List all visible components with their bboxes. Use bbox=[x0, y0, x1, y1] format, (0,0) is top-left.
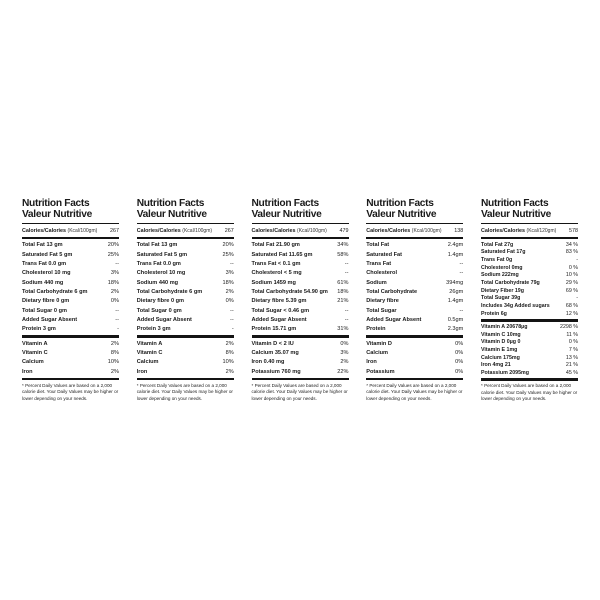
vitamin-row bbox=[22, 339, 119, 348]
nutrient-value: 0% bbox=[225, 298, 234, 305]
nutrient-value: 20% bbox=[107, 242, 119, 249]
nutrients-section bbox=[252, 239, 349, 335]
vitamin-name: Vitamin A bbox=[136, 340, 163, 347]
nutrient-name: Trans Fat 0.0 gm bbox=[22, 261, 67, 268]
nutrient-value: - bbox=[576, 257, 578, 264]
vitamins-section bbox=[252, 338, 349, 378]
nutrient-row bbox=[366, 259, 463, 268]
nutrient-row bbox=[481, 287, 578, 295]
nutrient-name: Total Sugar < 0.46 gm bbox=[251, 307, 310, 314]
calories-row bbox=[252, 224, 349, 237]
title-line-english: Nutrition Facts bbox=[251, 198, 319, 209]
nutrient-row bbox=[22, 259, 119, 268]
nutrient-name: Dietary fibre 0 gm bbox=[22, 298, 70, 305]
calories-value: 138 bbox=[454, 227, 464, 234]
vitamin-row bbox=[252, 348, 349, 357]
nutrient-value: -- bbox=[230, 307, 234, 314]
vitamin-value: 0 % bbox=[568, 339, 578, 346]
nutrient-row bbox=[22, 241, 119, 250]
nutrient-value: - bbox=[576, 295, 578, 302]
nutrients-section bbox=[366, 239, 463, 335]
vitamin-name: Vitamin C bbox=[22, 350, 48, 357]
nutrient-row bbox=[137, 287, 234, 296]
nutrient-name: Total Carbohydrate 54.90 gm bbox=[251, 288, 328, 295]
nutrient-row bbox=[366, 250, 463, 259]
vitamin-value: 2% bbox=[225, 340, 234, 347]
nutrient-value: 31% bbox=[337, 326, 349, 333]
nutrition-facts-label bbox=[245, 192, 356, 411]
nutrition-facts-label bbox=[15, 192, 126, 411]
calories-label-text: Calories/Calories bbox=[366, 227, 411, 234]
calories-value: 578 bbox=[569, 227, 578, 234]
nutrient-value: -- bbox=[115, 307, 119, 314]
vitamin-name: Iron 4mg 21 bbox=[481, 362, 511, 369]
vitamin-value: 10% bbox=[222, 359, 234, 366]
title-line-english: Nutrition Facts bbox=[481, 198, 549, 209]
nutrient-row bbox=[22, 250, 119, 259]
calories-unit: (Kcal/100gm) bbox=[182, 227, 213, 234]
label-title bbox=[252, 198, 349, 220]
nutrient-name: Added Sugar Absent bbox=[22, 316, 78, 323]
vitamin-row bbox=[366, 348, 463, 357]
nutrient-name: Trans Fat 0g bbox=[481, 257, 513, 264]
nutrient-value: 61% bbox=[337, 279, 349, 286]
nutrient-name: Cholesterol 10 mg bbox=[136, 270, 186, 277]
nutrient-row bbox=[366, 269, 463, 278]
nutrient-row bbox=[481, 302, 578, 310]
nutrient-name: Added Sugar Absent bbox=[251, 316, 307, 323]
vitamin-name: Vitamin A 20678µg bbox=[481, 323, 528, 330]
nutrient-row bbox=[481, 279, 578, 287]
vitamin-value: 7 % bbox=[568, 347, 578, 353]
vitamin-value: 45 % bbox=[565, 370, 578, 377]
vitamin-row bbox=[481, 331, 578, 339]
vitamin-name: Iron bbox=[366, 359, 377, 366]
vitamins-section bbox=[481, 322, 578, 379]
nutrient-value: 34% bbox=[337, 242, 349, 249]
nutrient-row bbox=[137, 241, 234, 250]
vitamin-value: 0% bbox=[455, 359, 464, 366]
nutrient-row bbox=[252, 269, 349, 278]
nutrient-value: -- bbox=[115, 261, 119, 268]
nutrient-value: 69 % bbox=[565, 287, 578, 294]
nutrient-name: Saturated Fat 11.65 gm bbox=[251, 251, 313, 258]
nutrient-name: Saturated Fat 5 gm bbox=[136, 251, 188, 258]
vitamin-row bbox=[481, 362, 578, 370]
nutrient-value: 21% bbox=[337, 298, 349, 305]
vitamin-name: Iron bbox=[136, 368, 148, 375]
labels-row bbox=[15, 192, 585, 411]
nutrient-value: 20% bbox=[222, 242, 234, 249]
vitamin-name: Iron 0.40 mg bbox=[251, 359, 285, 366]
nutrient-value: - bbox=[117, 326, 119, 333]
nutrient-name: Total Fat 13 gm bbox=[22, 242, 63, 249]
nutrient-name: Dietary Fiber 19g bbox=[481, 287, 524, 294]
vitamin-value: 2% bbox=[225, 368, 234, 375]
nutrient-row bbox=[366, 315, 463, 324]
nutrient-name: Includes 34g Added sugars bbox=[481, 303, 550, 310]
nutrient-value: -- bbox=[344, 261, 349, 268]
nutrient-row bbox=[137, 278, 234, 287]
vitamin-row bbox=[366, 367, 463, 376]
nutrient-name: Total Sugar bbox=[366, 307, 397, 314]
nutrient-name: Sodium 440 mg bbox=[136, 279, 179, 286]
nutrient-row bbox=[252, 259, 349, 268]
vitamin-row bbox=[481, 323, 578, 331]
nutrient-value: -- bbox=[344, 307, 349, 314]
calories-row bbox=[481, 224, 578, 237]
nutrient-row bbox=[366, 306, 463, 315]
nutrient-value: 10 % bbox=[565, 272, 578, 279]
nutrient-name: Total Fat 21.90 gm bbox=[251, 242, 300, 249]
nutrient-row bbox=[252, 278, 349, 287]
nutrient-row bbox=[252, 325, 349, 334]
vitamin-row bbox=[137, 348, 234, 357]
title-line-english: Nutrition Facts bbox=[22, 198, 90, 209]
nutrient-value: 18% bbox=[107, 279, 119, 286]
calories-label bbox=[22, 228, 97, 234]
nutrient-name: Added Sugar Absent bbox=[366, 316, 422, 323]
label-title bbox=[22, 198, 119, 220]
vitamin-value: 0% bbox=[455, 368, 464, 375]
nutrient-row bbox=[481, 256, 578, 264]
nutrient-value: 12 % bbox=[565, 310, 578, 317]
nutrient-row bbox=[137, 269, 234, 278]
nutrient-name: Sodium bbox=[366, 279, 387, 286]
nutrient-row bbox=[22, 325, 119, 334]
vitamin-name: Calcium bbox=[22, 359, 44, 366]
nutrient-value: 25% bbox=[107, 251, 119, 258]
nutrient-name: Dietary fibre 0 gm bbox=[136, 298, 185, 305]
nutrient-value: 2% bbox=[225, 288, 234, 295]
nutrient-name: Sodium 440 mg bbox=[22, 279, 64, 286]
vitamin-value: 22% bbox=[337, 368, 349, 375]
vitamin-row bbox=[481, 338, 578, 346]
daily-value-footnote: * Percent Daily Values are based on a 2,000 calorie diet. Your Daily Values may be higher or lower depending on your needs. bbox=[22, 382, 119, 401]
vitamin-row bbox=[137, 358, 234, 367]
nutrient-name: Cholesterol bbox=[366, 270, 398, 277]
nutrient-row bbox=[22, 278, 119, 287]
nutrient-name: Trans Fat < 0.1 gm bbox=[251, 261, 301, 268]
nutrient-name: Total Fat bbox=[366, 242, 390, 249]
nutrient-value: -- bbox=[459, 307, 464, 314]
nutrient-row bbox=[366, 278, 463, 287]
vitamin-name: Vitamin D < 2 IU bbox=[251, 340, 294, 347]
vitamin-row bbox=[137, 339, 234, 348]
nutrient-value: 26gm bbox=[449, 288, 464, 295]
nutrient-value: 2.3gm bbox=[447, 326, 464, 333]
nutrient-value: -- bbox=[115, 316, 119, 323]
nutrient-name: Dietary fibre 5.39 gm bbox=[251, 298, 307, 305]
calories-unit: (Kcal/100gm) bbox=[67, 227, 98, 234]
nutrient-row bbox=[252, 315, 349, 324]
calories-unit: (Kcal/120gm) bbox=[526, 227, 557, 234]
calories-label-text: Calories/Calories bbox=[136, 227, 181, 234]
vitamin-name: Calcium bbox=[136, 359, 159, 366]
nutrient-value: 18% bbox=[222, 279, 234, 286]
calories-label bbox=[366, 228, 441, 234]
nutrient-value: -- bbox=[230, 261, 234, 268]
nutrient-row bbox=[137, 306, 234, 315]
nutrient-row bbox=[137, 297, 234, 306]
nutrient-name: Trans Fat bbox=[366, 261, 392, 268]
calories-row bbox=[366, 224, 463, 237]
nutrient-row bbox=[366, 241, 463, 250]
vitamin-row bbox=[22, 348, 119, 357]
vitamin-value: 2298 % bbox=[560, 323, 578, 330]
vitamin-row bbox=[366, 339, 463, 348]
nutrient-value: 1.4gm bbox=[447, 298, 464, 305]
nutrient-value: 25% bbox=[222, 251, 234, 258]
nutrient-row bbox=[366, 325, 463, 334]
nutrient-name: Cholesterol 10 mg bbox=[22, 270, 71, 277]
nutrient-value: 1.4gm bbox=[447, 251, 464, 258]
nutrient-row bbox=[137, 325, 234, 334]
vitamin-name: Potassium 760 mg bbox=[251, 368, 301, 375]
vitamin-name: Vitamin E 1mg bbox=[481, 347, 518, 353]
nutrient-name: Cholesterol 0mg bbox=[481, 264, 523, 271]
nutrient-row bbox=[481, 264, 578, 272]
calories-row bbox=[137, 224, 234, 237]
vitamin-name: Vitamin D bbox=[366, 340, 392, 347]
vitamin-row bbox=[137, 367, 234, 376]
nutrient-name: Protein 3 gm bbox=[136, 326, 171, 333]
nutrient-row bbox=[252, 250, 349, 259]
calories-label bbox=[252, 228, 327, 234]
nutrient-row bbox=[22, 269, 119, 278]
nutrient-name: Sodium 1459 mg bbox=[251, 279, 296, 286]
calories-unit: (Kcal/100gm) bbox=[297, 227, 327, 234]
nutrient-value: 3% bbox=[225, 270, 234, 277]
nutrient-row bbox=[22, 297, 119, 306]
vitamin-name: Vitamin C 10mg bbox=[481, 331, 521, 338]
label-title bbox=[366, 198, 463, 220]
nutrient-row bbox=[481, 241, 578, 249]
vitamin-row bbox=[252, 339, 349, 348]
nutrient-value: 18% bbox=[337, 288, 349, 295]
nutrient-row bbox=[22, 315, 119, 324]
title-line-french: Valeur Nutritive bbox=[366, 209, 437, 221]
calories-label-text: Calories/Calories bbox=[481, 227, 526, 234]
nutrient-name: Protein 6g bbox=[481, 310, 507, 317]
vitamin-name: Vitamin A bbox=[22, 340, 48, 347]
nutrient-value: 394mg bbox=[446, 279, 464, 286]
nutrient-value: -- bbox=[459, 261, 464, 268]
vitamin-value: 10% bbox=[107, 359, 119, 366]
nutrients-section bbox=[22, 239, 119, 335]
nutrient-row bbox=[481, 295, 578, 303]
vitamin-name: Potassium 2095mg bbox=[481, 370, 529, 377]
nutrient-name: Total Carbohydrate 79g bbox=[481, 280, 540, 287]
vitamin-row bbox=[22, 358, 119, 367]
nutrient-name: Cholesterol < 5 mg bbox=[251, 270, 302, 277]
calories-label bbox=[137, 228, 212, 234]
title-line-english: Nutrition Facts bbox=[136, 198, 205, 209]
nutrient-row bbox=[366, 287, 463, 296]
nutrient-value: 83 % bbox=[565, 249, 578, 256]
vitamin-name: Calcium 35.07 mg bbox=[251, 350, 299, 357]
nutrient-name: Total Fat 13 gm bbox=[136, 242, 178, 249]
daily-value-footnote: * Percent Daily Values are based on a 2,000 calorie diet. Your Daily Values may be higher or lower depending on your needs. bbox=[481, 383, 578, 402]
calories-label-text: Calories/Calories bbox=[22, 227, 67, 234]
title-line-french: Valeur Nutritive bbox=[22, 209, 92, 221]
label-title bbox=[137, 198, 234, 220]
nutrient-name: Protein 3 gm bbox=[22, 326, 56, 333]
vitamin-row bbox=[252, 358, 349, 367]
nutrient-name: Sodium 222mg bbox=[481, 272, 519, 279]
vitamins-section bbox=[22, 338, 119, 378]
calories-row bbox=[22, 224, 119, 237]
vitamins-section bbox=[137, 338, 234, 378]
nutrient-value: 3% bbox=[110, 270, 119, 277]
vitamin-value: 2% bbox=[110, 340, 119, 347]
calories-label-text: Calories/Calories bbox=[251, 227, 296, 234]
nutrient-row bbox=[137, 315, 234, 324]
vitamin-name: Iron bbox=[22, 368, 33, 375]
vitamin-value: 8% bbox=[110, 350, 119, 357]
nutrient-value: 0% bbox=[110, 298, 119, 305]
title-line-french: Valeur Nutritive bbox=[251, 209, 322, 221]
vitamin-row bbox=[481, 354, 578, 362]
calories-unit: (Kcal/100gm) bbox=[411, 227, 442, 234]
nutrient-name: Added Sugar Absent bbox=[136, 316, 192, 323]
nutrient-name: Total Carbohydrate 6 gm bbox=[22, 288, 88, 295]
nutrients-section bbox=[137, 239, 234, 335]
calories-value: 267 bbox=[110, 227, 119, 234]
nutrition-facts-label bbox=[474, 192, 585, 411]
nutrient-value: -- bbox=[459, 270, 464, 277]
nutrient-value: 0.5gm bbox=[447, 316, 464, 323]
vitamin-row bbox=[481, 369, 578, 377]
daily-value-footnote: * Percent Daily Values are based on a 2,000 calorie diet. Your Daily Values may be higher or lower depending on your needs. bbox=[366, 382, 463, 401]
nutrient-row bbox=[137, 250, 234, 259]
calories-label bbox=[481, 228, 556, 234]
nutrition-facts-label bbox=[130, 192, 241, 411]
vitamin-value: 8% bbox=[225, 350, 234, 357]
vitamin-value: 0% bbox=[340, 340, 349, 347]
nutrient-row bbox=[481, 310, 578, 318]
nutrient-value: 2.4gm bbox=[447, 242, 464, 249]
vitamin-row bbox=[22, 367, 119, 376]
vitamin-value: 0% bbox=[455, 340, 464, 347]
nutrient-row bbox=[366, 297, 463, 306]
daily-value-footnote: * Percent Daily Values are based on a 2,000 calorie diet. Your Daily Values may be higher or lower depending on your needs. bbox=[136, 382, 233, 401]
nutrient-row bbox=[137, 259, 234, 268]
nutrient-value: -- bbox=[230, 316, 234, 323]
nutrient-row bbox=[481, 249, 578, 257]
nutrient-row bbox=[252, 287, 349, 296]
nutrient-row bbox=[252, 241, 349, 250]
vitamin-value: 2% bbox=[340, 359, 349, 366]
daily-value-footnote: * Percent Daily Values are based on a 2,000 calorie diet. Your Daily Values may be higher or lower depending on your needs. bbox=[251, 382, 348, 401]
nutrient-value: 58% bbox=[337, 251, 349, 258]
label-title bbox=[481, 198, 578, 220]
nutrient-name: Total Carbohydrate 6 gm bbox=[136, 288, 203, 295]
nutrient-name: Total Sugar 0 gm bbox=[136, 307, 182, 314]
nutrient-name: Total Sugar 0 gm bbox=[22, 307, 67, 314]
vitamin-row bbox=[366, 358, 463, 367]
vitamin-name: Vitamin D 0µg 0 bbox=[481, 339, 521, 346]
title-line-english: Nutrition Facts bbox=[366, 198, 434, 209]
nutrient-name: Protein 15.71 gm bbox=[251, 326, 297, 333]
nutrient-name: Dietary fibre bbox=[366, 298, 399, 305]
nutrient-value: -- bbox=[344, 316, 349, 323]
nutrient-value: -- bbox=[344, 270, 349, 277]
title-line-french: Valeur Nutritive bbox=[481, 209, 551, 221]
nutrient-row bbox=[22, 287, 119, 296]
nutrient-row bbox=[481, 272, 578, 280]
nutrient-name: Total Sugar 39g bbox=[481, 295, 521, 302]
nutrient-row bbox=[22, 306, 119, 315]
vitamin-row bbox=[252, 367, 349, 376]
nutrient-value: 2% bbox=[110, 288, 119, 295]
nutrients-section bbox=[481, 239, 578, 319]
nutrient-value: 68 % bbox=[565, 303, 578, 310]
calories-value: 479 bbox=[339, 227, 349, 234]
vitamin-value: 11 % bbox=[566, 331, 578, 338]
nutrient-name: Protein bbox=[366, 326, 386, 333]
nutrient-name: Total Carbohydrate bbox=[366, 288, 418, 295]
vitamins-section bbox=[366, 338, 463, 378]
nutrient-name: Saturated Fat 17g bbox=[481, 249, 526, 256]
nutrient-row bbox=[252, 306, 349, 315]
nutrient-value: 34 % bbox=[565, 241, 578, 248]
title-line-french: Valeur Nutritive bbox=[136, 209, 207, 221]
nutrient-value: - bbox=[231, 326, 234, 333]
vitamin-value: 2% bbox=[110, 368, 119, 375]
vitamin-name: Calcium bbox=[366, 350, 389, 357]
vitamin-row bbox=[481, 346, 578, 354]
vitamin-name: Potassium bbox=[366, 368, 395, 375]
calories-value: 267 bbox=[224, 227, 234, 234]
nutrient-name: Trans Fat 0.0 gm bbox=[136, 261, 181, 268]
nutrient-name: Saturated Fat 5 gm bbox=[22, 251, 73, 258]
vitamin-value: 21 % bbox=[565, 362, 578, 369]
vitamin-value: 3% bbox=[340, 350, 349, 357]
vitamin-value: 0% bbox=[455, 350, 464, 357]
nutrition-facts-label bbox=[359, 192, 470, 411]
vitamin-value: 13 % bbox=[565, 354, 578, 361]
vitamin-name: Vitamin C bbox=[136, 350, 163, 357]
nutrient-value: 29 % bbox=[565, 280, 578, 287]
nutrient-name: Saturated Fat bbox=[366, 251, 402, 258]
nutrient-row bbox=[252, 297, 349, 306]
vitamin-name: Calcium 175mg bbox=[481, 354, 520, 361]
nutrient-name: Total Fat 27g bbox=[481, 241, 514, 248]
nutrient-value: 0 % bbox=[568, 264, 578, 271]
